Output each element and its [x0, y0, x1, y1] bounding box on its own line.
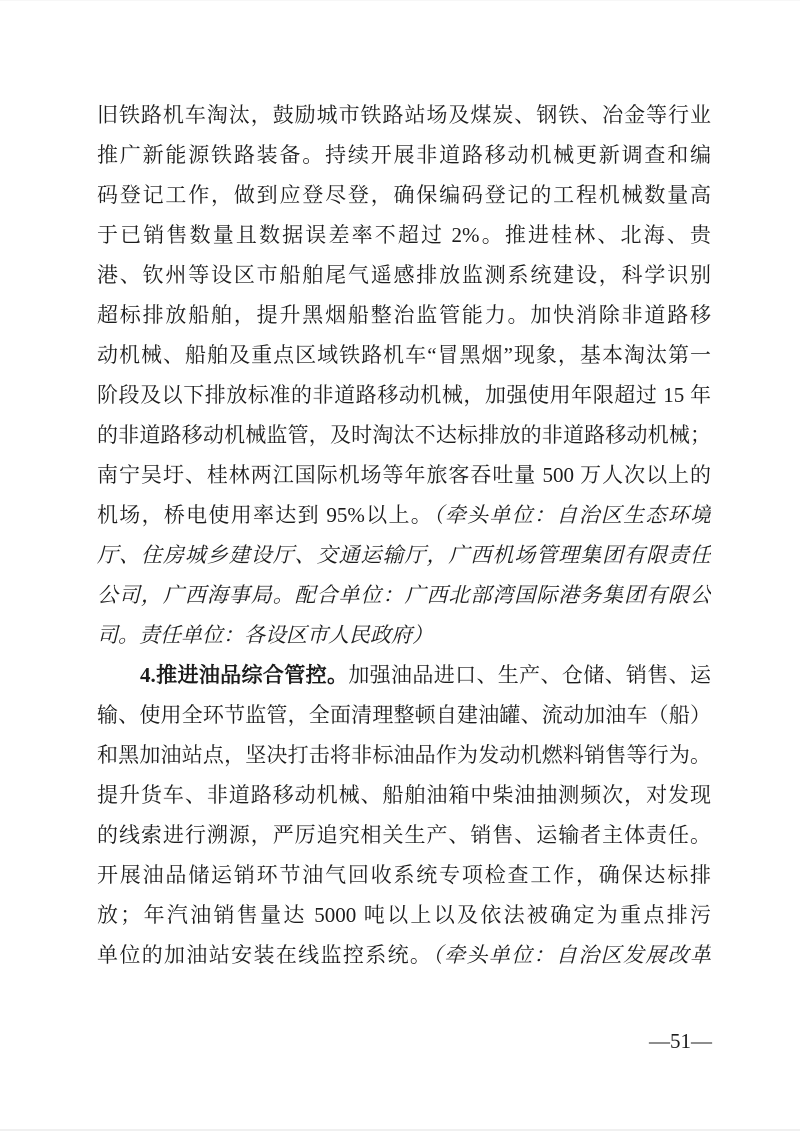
text-line — [97, 895, 711, 935]
body-run: 旧铁路机车淘汰，鼓励城市铁路站场及煤炭、钢铁、冶金等行业 — [97, 103, 711, 127]
text-line — [97, 935, 711, 975]
text-line — [97, 175, 711, 215]
text-line — [97, 775, 711, 815]
body-run: 放；年汽油销售量达 5000 吨以上以及依法被确定为重点排污 — [97, 903, 711, 927]
body-run: 码登记工作，做到应登尽登，确保编码登记的工程机械数量高 — [97, 183, 711, 207]
text-line — [97, 855, 711, 895]
text-line — [97, 375, 711, 415]
body-run: 开展油品储运销环节油气回收系统专项检查工作，确保达标排 — [97, 863, 711, 887]
body-run: 推广新能源铁路装备。持续开展非道路移动机械更新调查和编 — [97, 143, 711, 167]
kaiti-run: 公司，广西海事局。配合单位：广西北部湾国际港务集团有限公 — [97, 583, 711, 607]
body-run: 提升货车、非道路移动机械、船舶油箱中柴油抽测频次，对发现 — [97, 783, 711, 807]
text-line — [97, 575, 711, 615]
text-line — [97, 335, 711, 375]
text-line — [97, 615, 711, 655]
body-run: 加强油品进口、生产、仓储、销售、运 — [348, 663, 711, 687]
body-run: 单位的加油站安装在线监控系统。 — [97, 943, 433, 967]
text-line — [97, 495, 711, 535]
kaiti-run: （牵头单位：自治区生态环境 — [433, 503, 711, 527]
kaiti-run: 厅、住房城乡建设厅、交通运输厅，广西机场管理集团有限责任 — [97, 543, 711, 567]
text-line — [97, 735, 711, 775]
text-line — [97, 815, 711, 855]
text-line — [97, 295, 711, 335]
kaiti-run: （牵头单位：自治区发展改革 — [432, 943, 711, 967]
body-run: 于已销售数量且数据误差率不超过 2%。推进桂林、北海、贵 — [97, 223, 711, 247]
text-line — [97, 215, 711, 255]
text-line — [97, 455, 711, 495]
heading-run: 4.推进油品综合管控。 — [140, 663, 349, 687]
text-line — [97, 695, 711, 735]
body-run: 动机械、船舶及重点区域铁路机车“冒黑烟”现象，基本淘汰第一 — [97, 343, 711, 367]
body-run: 机场，桥电使用率达到 95%以上。 — [97, 503, 434, 527]
kaiti-run: 司。责任单位：各设区市人民政府） — [97, 623, 433, 647]
body-run: 的非道路移动机械监管，及时淘汰不达标排放的非道路移动机械； — [97, 423, 711, 447]
body-run: 输、使用全环节监管，全面清理整顿自建油罐、流动加油车（船） — [97, 703, 711, 727]
page-number: —51— — [649, 1029, 712, 1053]
text-line — [97, 95, 711, 135]
body-run: 超标排放船舶，提升黑烟船整治监管能力。加快消除非道路移 — [97, 303, 711, 327]
text-line — [97, 415, 711, 455]
document-body — [97, 95, 711, 975]
body-run: 的线索进行溯源，严厉追究相关生产、销售、运输者主体责任。 — [97, 823, 711, 847]
body-run: 阶段及以下排放标准的非道路移动机械，加强使用年限超过 15 年 — [97, 383, 711, 407]
body-run: 南宁吴圩、桂林两江国际机场等年旅客吞吐量 500 万人次以上的 — [97, 463, 711, 487]
body-run: 港、钦州等设区市船舶尾气遥感排放监测系统建设，科学识别 — [97, 263, 711, 287]
text-line — [97, 535, 711, 575]
text-line — [97, 135, 711, 175]
text-line — [97, 255, 711, 295]
text-line — [97, 655, 711, 695]
body-run: 和黑加油站点，坚决打击将非标油品作为发动机燃料销售等行为。 — [97, 743, 711, 767]
